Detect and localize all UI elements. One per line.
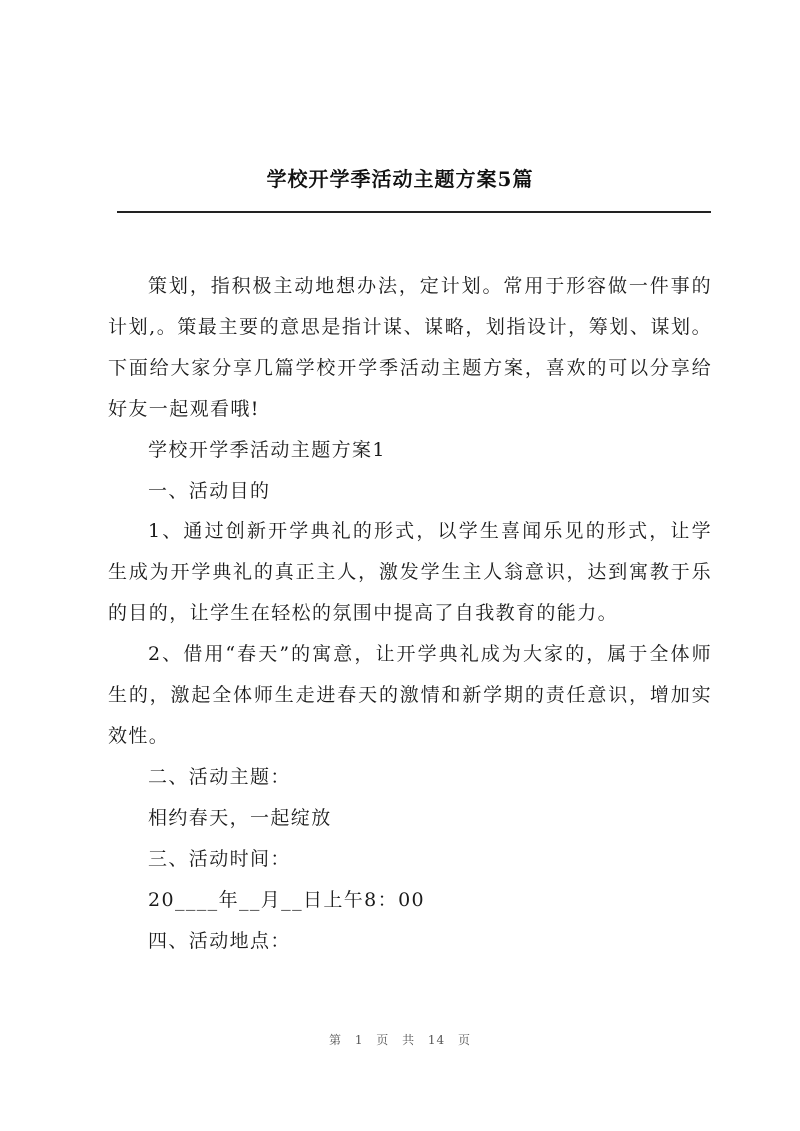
heading-activity-purpose: 一、活动目的 (148, 479, 271, 502)
page-number-footer: 第 1 页 共 14 页 (329, 1033, 471, 1047)
document-body (108, 266, 712, 961)
activity-theme-text: 相约春天，一起绽放 (148, 806, 332, 829)
purpose-item-2: 2、借用“春天”的寓意，让开学典礼成为大家的，属于全体师生的，激起全体师生走进春天的激情和新学期的责任意识，增加实效性。 (108, 643, 712, 747)
heading-activity-time: 三、活动时间： (148, 847, 291, 870)
purpose-item-1: 1、通过创新开学典礼的形式，以学生喜闻乐见的形式，让学生成为开学典礼的真正主人，激发学生主人翁意识，达到寓教于乐的目的，让学生在轻松的氛围中提高了自我教育的能力。 (108, 520, 712, 625)
page-title: 学校开学季活动主题方案5篇 (266, 167, 534, 191)
title-divider (117, 211, 711, 213)
heading-activity-theme: 二、活动主题： (148, 765, 291, 788)
section-heading-plan-1: 学校开学季活动主题方案1 (148, 438, 386, 461)
heading-activity-location: 四、活动地点： (148, 929, 291, 952)
activity-time-text: 20____年__月__日上午8：00 (148, 888, 426, 911)
intro-paragraph: 策划，指积极主动地想办法，定计划。常用于形容做一件事的计划,。策最主要的意思是指计谋、谋略，划指设计，筹划、谋划。下面给大家分享几篇学校开学季活动主题方案，喜欢的可以分享给好友一起观看哦! (108, 275, 712, 420)
